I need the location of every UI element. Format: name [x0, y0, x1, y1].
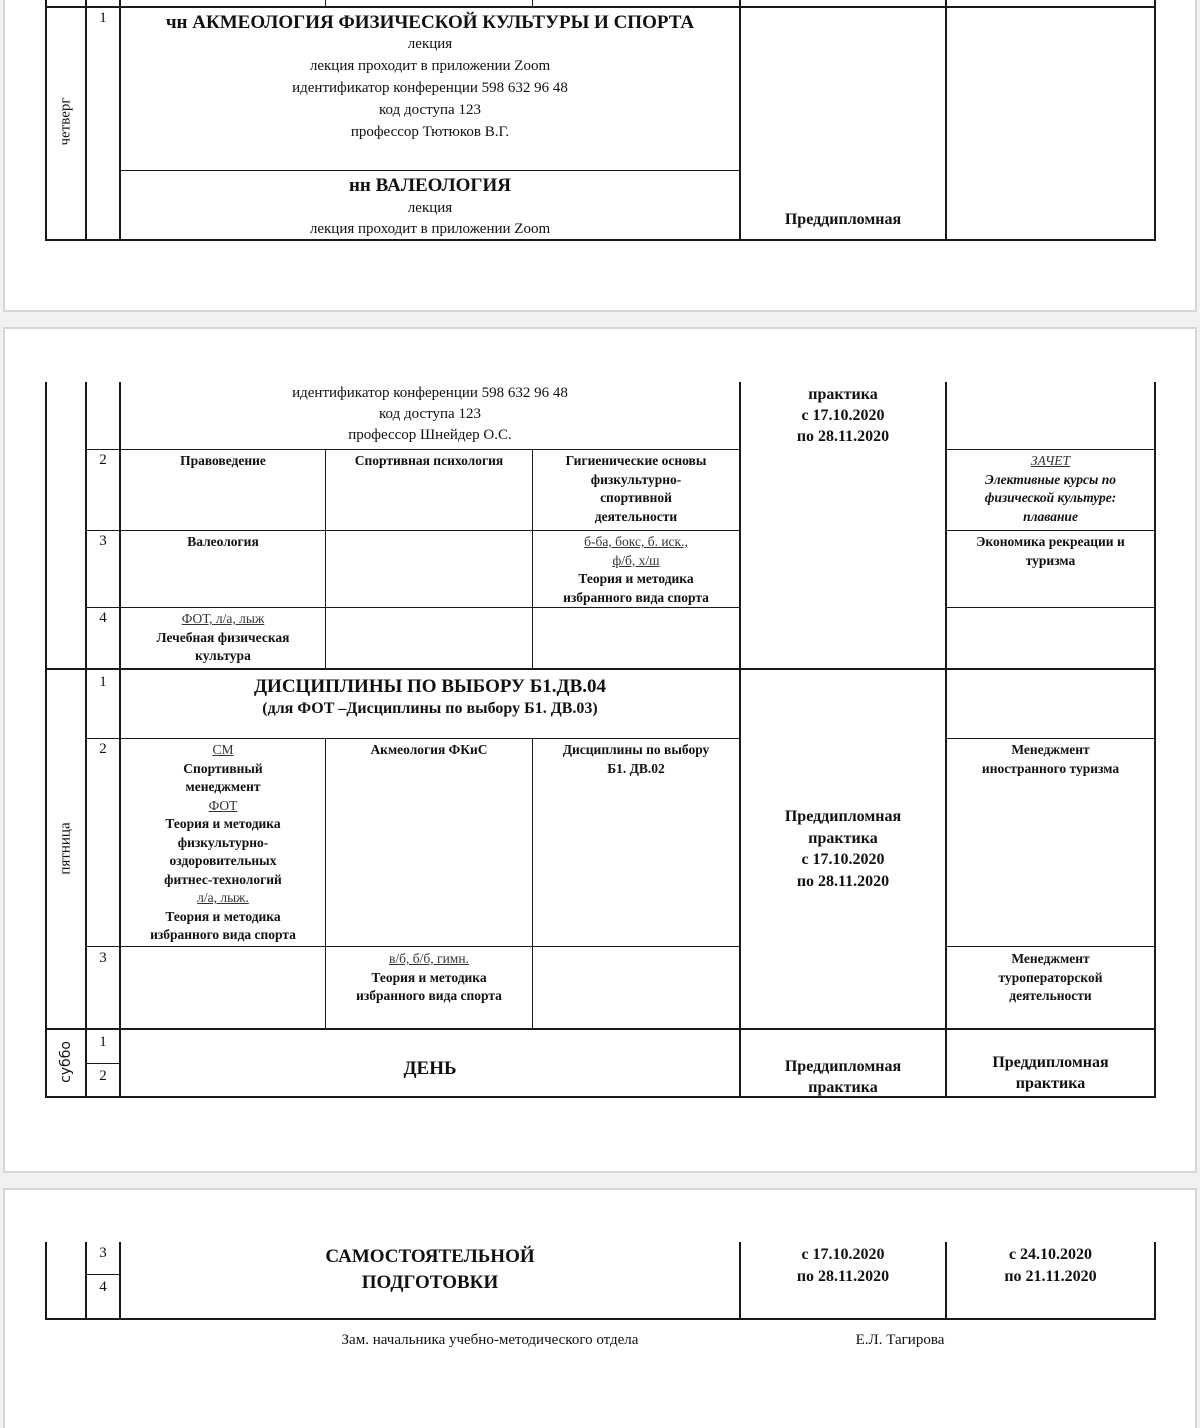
group-tag: ф/б, х/ш	[612, 552, 660, 568]
signature-position: Зам. начальника учебно-методического отдела	[341, 1332, 639, 1348]
pair-number: 2	[99, 452, 107, 468]
lesson-cell: Менеджмент туроператорской деятельности	[998, 951, 1103, 1003]
pair-number: 2	[99, 741, 107, 757]
lesson-cell: СМ Спортивный менеджмент ФОТ Теория и методика физкультурно- оздоровительных фитнес-технологий л/а, лыж. Теория и методика избранного вида спорта	[121, 741, 325, 945]
exam-cell: ЗАЧЕТ Элективные курсы по физической культуре: плавание	[947, 452, 1154, 526]
lesson-cell: Валеология	[187, 534, 259, 549]
pair-number: 3	[99, 533, 107, 549]
date-range: с 24.10.2020 по 21.11.2020	[1004, 1246, 1097, 1285]
practice-dates: Преддипломная практика с 17.10.2020 по 28.11.2020	[784, 808, 902, 890]
pair-number: 2	[99, 1068, 107, 1084]
lesson-cell: в/б, б/б, гимн. Теория и методика избранного вида спорта	[326, 950, 532, 1006]
lesson-title: чн АКМЕОЛОГИЯ ФИЗИЧЕСКОЙ КУЛЬТУРЫ И СПОРТА	[165, 12, 695, 33]
practice-dates: практика с 17.10.2020 по 28.11.2020	[796, 386, 890, 445]
group-tag: б-ба, бокс, б. иск.,	[584, 534, 688, 549]
lesson-akmeology: чн АКМЕОЛОГИЯ ФИЗИЧЕСКОЙ КУЛЬТУРЫ И СПОРТА лекция лекция проходит в приложении Zoom идентификатор конференции 598 632 96 48 код доступа 123 профессор Тютюков В.Г.	[121, 12, 739, 142]
self-study-label: САМОСТОЯТЕЛЬНОЙ ПОДГОТОВКИ	[325, 1246, 535, 1293]
pair-number: 1	[99, 674, 107, 690]
pair-number: 1	[99, 10, 107, 26]
day-label-friday: пятница	[57, 822, 74, 875]
lesson-cell: Правоведение	[180, 453, 266, 468]
lesson-valeology: нн ВАЛЕОЛОГИЯ лекция лекция проходит в приложении Zoom	[121, 175, 739, 239]
lesson-cell: б-ба, бокс, б. иск., ф/б, х/ш Теория и методика избранного вида спорта	[533, 533, 739, 607]
day-label-saturday: суббо	[58, 1041, 74, 1083]
lesson-cell: Менеджмент иностранного туризма	[981, 742, 1120, 776]
lesson-cell: Дисциплины по выбору Б1. ДВ.02	[562, 742, 710, 776]
exam-tag: ЗАЧЕТ	[1030, 453, 1071, 468]
practice-label: Преддипломная	[784, 211, 902, 228]
day-label-thursday: четверг	[57, 97, 74, 146]
signature-name: Е.Л. Тагирова	[855, 1332, 945, 1348]
lesson-cell: Экономика рекреации и туризма	[976, 534, 1125, 568]
pair-number: 3	[99, 950, 107, 966]
practice-label: Преддипломная практика	[784, 1058, 902, 1096]
lesson-cell: Спортивная психология	[354, 453, 504, 468]
pair-number: 1	[99, 1034, 107, 1050]
practice-label: Преддипломная практика	[992, 1054, 1109, 1092]
lesson-cell: Акмеология ФКиС	[370, 742, 488, 757]
group-tag: СМ	[212, 742, 234, 757]
pair-number: 4	[99, 610, 107, 626]
day-off-label: ДЕНЬ	[403, 1058, 457, 1079]
lesson-title: нн ВАЛЕОЛОГИЯ	[348, 175, 512, 196]
lesson-continuation: идентификатор конференции 598 632 96 48 код доступа 123 профессор Шнейдер О.С.	[292, 385, 568, 443]
page-3	[3, 1188, 1197, 1428]
group-tag: ФОТ, л/а, лыж	[181, 611, 265, 626]
group-tag: л/а, лыж.	[197, 890, 249, 905]
pair-number: 4	[99, 1279, 107, 1295]
group-tag: ФОТ	[208, 797, 238, 813]
lesson-cell: Гигиенические основы физкультурно- спортивной деятельности	[565, 453, 707, 524]
group-tag: в/б, б/б, гимн.	[389, 951, 469, 966]
pair-number: 3	[99, 1245, 107, 1261]
lesson-cell: ФОТ, л/а, лыж Лечебная физическая культура	[121, 610, 325, 666]
elective-block: ДИСЦИПЛИНЫ ПО ВЫБОРУ Б1.ДВ.04 (для ФОТ –Дисциплины по выбору Б1. ДВ.03)	[253, 676, 606, 717]
date-range: с 17.10.2020 по 28.11.2020	[796, 1246, 890, 1285]
